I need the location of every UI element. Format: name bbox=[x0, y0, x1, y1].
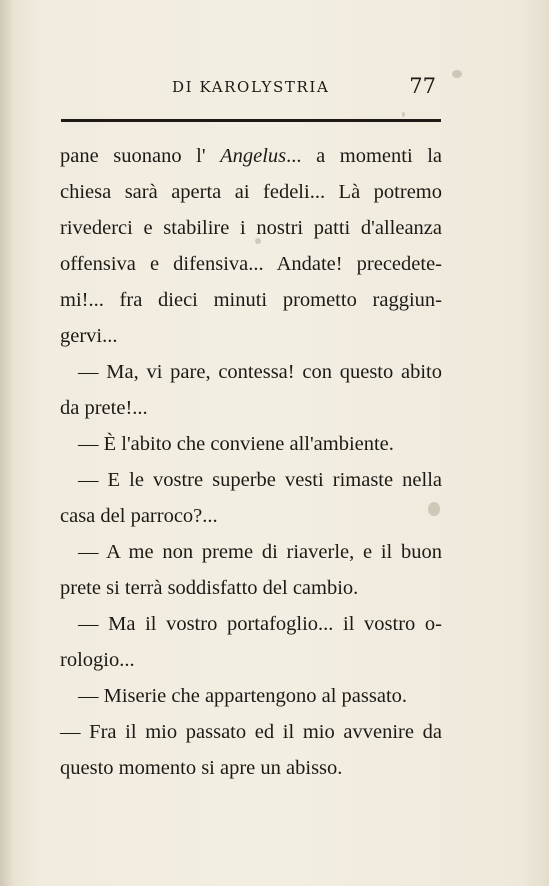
text-line-6: gervi... bbox=[60, 325, 118, 347]
text-line-10: — E le vostre superbe vesti rimaste nella bbox=[78, 469, 442, 491]
text-line-2: chiesa sarà aperta ai fedeli... Là potremo bbox=[60, 181, 442, 203]
text-line-11: casa del parroco?... bbox=[60, 505, 218, 527]
text-line-8: da prete!... bbox=[60, 397, 148, 419]
page-number: 77 bbox=[409, 74, 436, 98]
running-head bbox=[60, 74, 440, 104]
paper-speck bbox=[452, 70, 462, 78]
text-line-9: — È l'abito che conviene all'ambiente. bbox=[78, 433, 394, 455]
text-line-13: prete si terrà soddisfatto del cambio. bbox=[60, 577, 359, 599]
running-title: DI KAROLYSTRIA bbox=[172, 78, 330, 96]
italic-word: Angelus bbox=[220, 145, 287, 167]
text-line-4: offensiva e difensiva... Andate! precedete- bbox=[60, 253, 442, 275]
paper-speck bbox=[402, 112, 405, 117]
text-line-5: mi!... fra dieci minuti prometto raggiun- bbox=[60, 289, 442, 311]
text-line-3: rivederci e stabilire i nostri patti d'alleanza bbox=[60, 217, 442, 239]
text-line-7: — Ma, vi pare, contessa! con questo abito bbox=[78, 361, 442, 383]
text-line-15: rologio... bbox=[60, 649, 135, 671]
text-line-12: — A me non preme di riaverle, e il buon bbox=[78, 541, 442, 563]
text-line-17: — Fra il mio passato ed il mio avvenire da bbox=[60, 721, 442, 743]
body-text bbox=[60, 138, 442, 786]
paper-speck bbox=[255, 238, 261, 244]
header-rule bbox=[61, 119, 441, 122]
text-line-14: — Ma il vostro portafoglio... il vostro o- bbox=[78, 613, 442, 635]
text-line-18: questo momento si apre un abisso. bbox=[60, 757, 343, 779]
text-line-16: — Miserie che appartengono al passato. bbox=[78, 685, 408, 707]
text-line-1: pane suonano l' Angelus... a momenti la bbox=[60, 145, 442, 167]
paper-speck bbox=[428, 502, 440, 516]
